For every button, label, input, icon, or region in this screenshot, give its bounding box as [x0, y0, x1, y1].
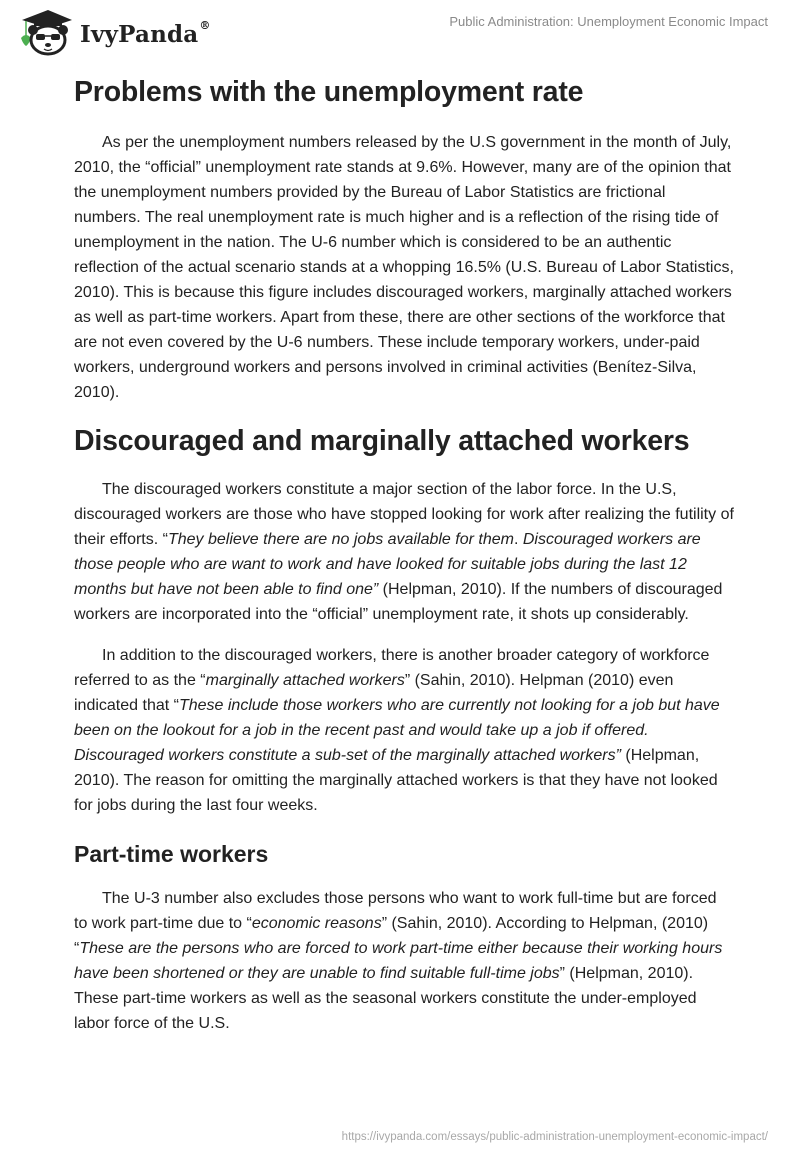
paragraph: As per the unemployment numbers released by the U.S government in the month of July, 2010, the “official” unemployment rate stands at 9.6%. However, many are of the opinion that the unemployment numbers provided by the Bureau of Labor Statistics are frictional numbers. The real unemployment rate is much higher and is a reflection of the rising tide of unemployment in the nation. The U-6 number which is considered to be an authentic reflection of the actual scenario stands at a whopping 16.5% (U.S. Bureau of Labor Statistics, 2010). This is because this figure includes discouraged workers, marginally attached workers as well as part-time workers. Apart from these, there are other sections of the workforce that are not even covered by the U-6 numbers. These include temporary workers, under-paid workers, underground workers and persons involved in criminal activities (Benítez-Silva, 2010).	[74, 134, 734, 401]
section-heading-discouraged: Discouraged and marginally attached workers	[74, 425, 690, 457]
logo-wordmark: IvyPanda®	[80, 18, 211, 48]
ivypanda-logo[interactable]	[18, 6, 211, 56]
page-header	[0, 0, 800, 60]
source-url[interactable]: https://ivypanda.com/essays/public-administration-unemployment-economic-impact/	[341, 1131, 768, 1143]
article-body	[74, 70, 734, 1036]
section-heading-problems: Problems with the unemployment rate	[74, 76, 584, 108]
paragraph: The discouraged workers constitute a major section of the labor force. In the U.S, discouraged workers are those who have stopped looking for work after realizing the futility of their efforts. “They believe there are no jobs available for them. Discouraged workers are those people who are want to work and have looked for suitable jobs during the last 12 months but have not been able to find one” (Helpman, 2010). If the numbers of discouraged workers are incorporated into the “official” unemployment rate, it shots up considerably.	[74, 481, 734, 623]
section-heading-part-time: Part-time workers	[74, 841, 269, 867]
paragraph: In addition to the discouraged workers, there is another broader category of workforce referred to as the “marginally attached workers” (Sahin, 2010). Helpman (2010) even indicated that “These include those workers who are currently not looking for a job but have been on the lookout for a job in the recent past and would take up a job if offered. Discouraged workers constitute a sub-set of the marginally attached workers” (Helpman, 2010). The reason for omitting the marginally attached workers is that they have not looked for jobs during the last four weeks.	[74, 647, 720, 814]
document-title: Public Administration: Unemployment Economic Impact	[449, 14, 768, 29]
panda-graduate-icon	[18, 6, 74, 56]
paragraph: The U-3 number also excludes those persons who want to work full-time but are forced to work part-time due to “economic reasons” (Sahin, 2010). According to Helpman, (2010) “These are the persons who are forced to work part-time either because their working hours have been shortened or they are unable to find suitable full-time jobs” (Helpman, 2010). These part-time workers as well as the seasonal workers constitute the under-employed labor force of the U.S.	[74, 890, 723, 1032]
